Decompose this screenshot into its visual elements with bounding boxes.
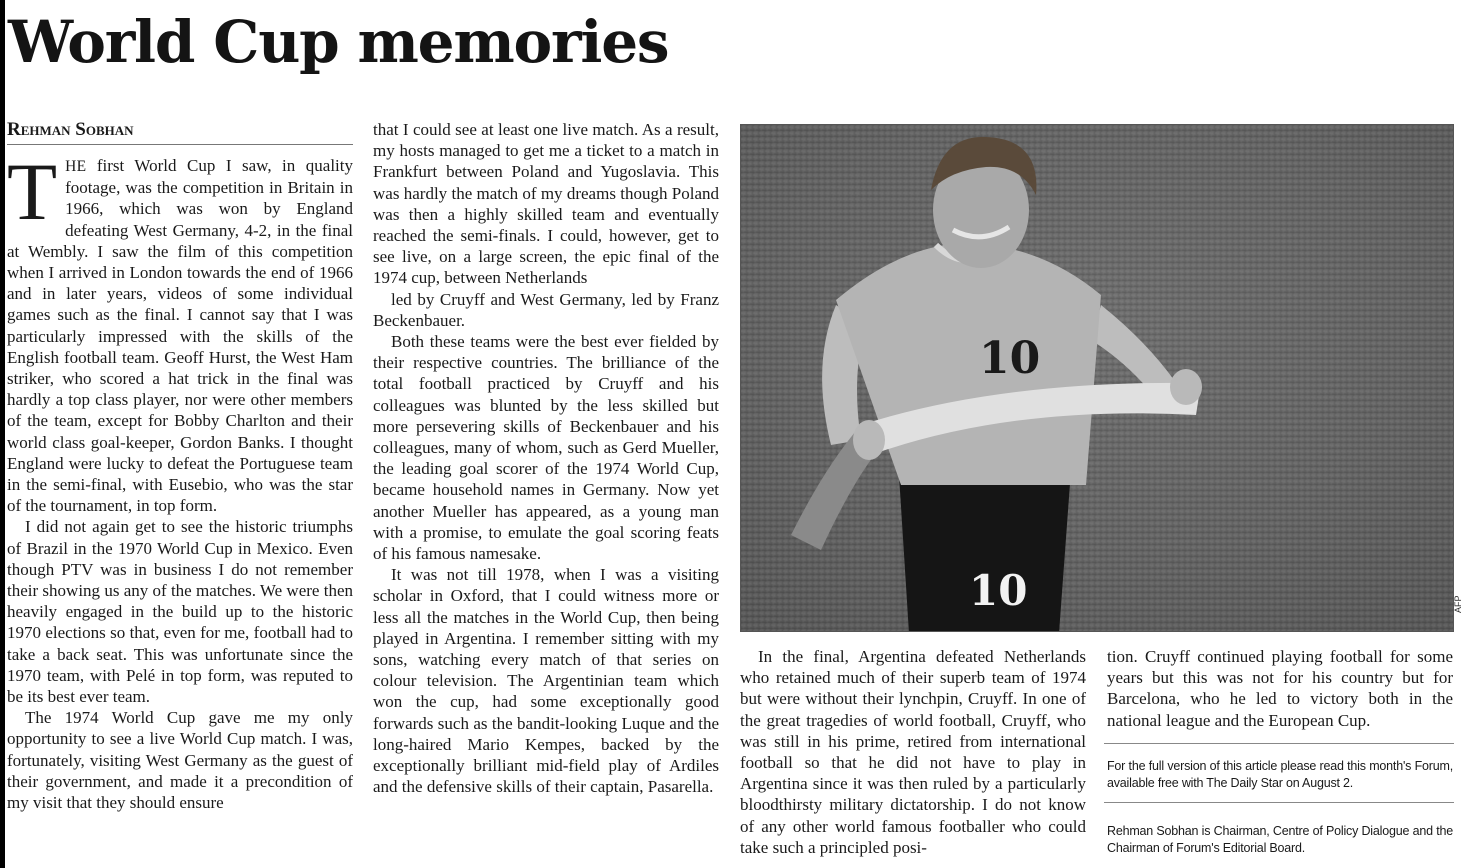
divider-rule [1104,802,1454,803]
column-4 [1107,646,1453,738]
column-3 [740,646,1086,866]
photo-credit: AFP [1453,595,1463,613]
footballer-photo-illustration [741,125,1454,632]
paragraph-1-text: first World Cup I saw, in quality footage, was the competition in Britain in 1966, which was won by England defeating West Germany, 4-2, in the final at Wembly. I saw the film of this competition when I arrived in London towards the end of 1966 and in later years, videos of some individual games such as the final. I cannot say that I was particularly impressed with the skills of the English football team. Geoff Hurst, the West Ham striker, who scored a hat trick in the final was hardly a top class player, nor were other members of the team, except for Bobby Charlton and their world class goal-keeper, Gordon Banks. I thought England were lucky to defeat the Portuguese team in the semi-final, with Eusebio, who was the star of the tournament, in top form. [7,156,353,516]
paragraph-7-continued: tion. Cruyff continued playing football for some years but this was not for his country but for Barcelona, who he led to victory both in the national league and the European Cup. [1107,647,1453,730]
shorts-number: 10 [969,566,1028,615]
jersey-number: 10 [979,333,1041,384]
paragraph-2: I did not again get to see the historic triumphs of Brazil in the 1970 World Cup in Mexico. Even though PTV was in business I do not remember their showing us any of the matches. We were then heavily engaged in the build up to the historic 1970 elections so that, even for me, football had to take a back seat. This was unfortunate since the 1970 team, with Pelé in top form, was reputed to be its best ever team. [7,517,353,707]
paragraph-4: led by Cruyff and West Germany, led by Franz Beckenbauer. [373,289,719,330]
divider-rule [1104,743,1454,744]
page-edge-bar [0,0,5,868]
forum-note: For the full version of this article please read this month's Forum, available free with The Daily Star on August 2. [1107,759,1453,790]
lead-in-caps: HE [65,158,87,175]
paragraph-6: It was not till 1978, when I was a visiting scholar in Oxford, that I could witness more or less all the matches in the World Cup, then being played in Argentina. I remember sitting with my sons, watching every match of that series on colour television. The Argentinian team which won the cup, had some exceptionally good forwards such as the bandit-looking Luque and the long-haired Mario Kempes, backed by the exceptionally brilliant mid-field play of Ardiles and the defensive skills of their captain, Pasarella. [373,565,719,797]
paragraph-5: Both these teams were the best ever fielded by their respective countries. The brilliance of the total football practiced by Cruyff and his colleagues was blunted by the less skilled but more persevering skills of Beckenbauer and his colleagues, many of whom, such as Gerd Mueller, the leading goal scorer of the 1974 World Cup, became household names in Germany. Now yet another Mueller has appeared, as a young man with a promise, to emulate the goal scoring feats of his famous namesake. [373,332,719,564]
drop-cap: T [7,155,58,237]
paragraph-3-continued: that I could see at least one live match. As a result, my hosts managed to get me a ticket to a match in Frankfurt between Poland and Yugoslavia. This was hardly the match of my dreams though Poland was then a highly skilled team and eventually reached the semi-finals. I could, however, get to see live, on a large screen, the epic final of the 1974 cup, between Netherlands [373,120,719,288]
column-2 [373,119,719,864]
paragraph-7-start: In the final, Argentina defeated Netherlands who retained much of their superb team of 1974 but were without their lynchpin, Cruyff. In one of the great tragedies of world football, Cruyff, who was still in his prime, retired from international football so that he did not have to play in Argentina since it was then ruled by a particularly bloodthirsty military dictatorship. I do not know of any other world famous footballer who could take such a principled posi- [740,647,1086,857]
article-photo [740,124,1454,632]
column-1 [7,155,353,867]
byline: Rehman Sobhan [7,119,353,145]
author-bio: Rehman Sobhan is Chairman, Centre of Policy Dialogue and the Chairman of Forum's Editorial Board. [1107,824,1453,855]
paragraph-1 [7,155,353,516]
headline: World Cup memories [8,8,669,76]
paragraph-3-start: The 1974 World Cup gave me my only opportunity to see a live World Cup match. I was, fortunately, visiting West Germany as the guest of their government, and made it a precondition of my visit that they should ensure [7,708,353,813]
